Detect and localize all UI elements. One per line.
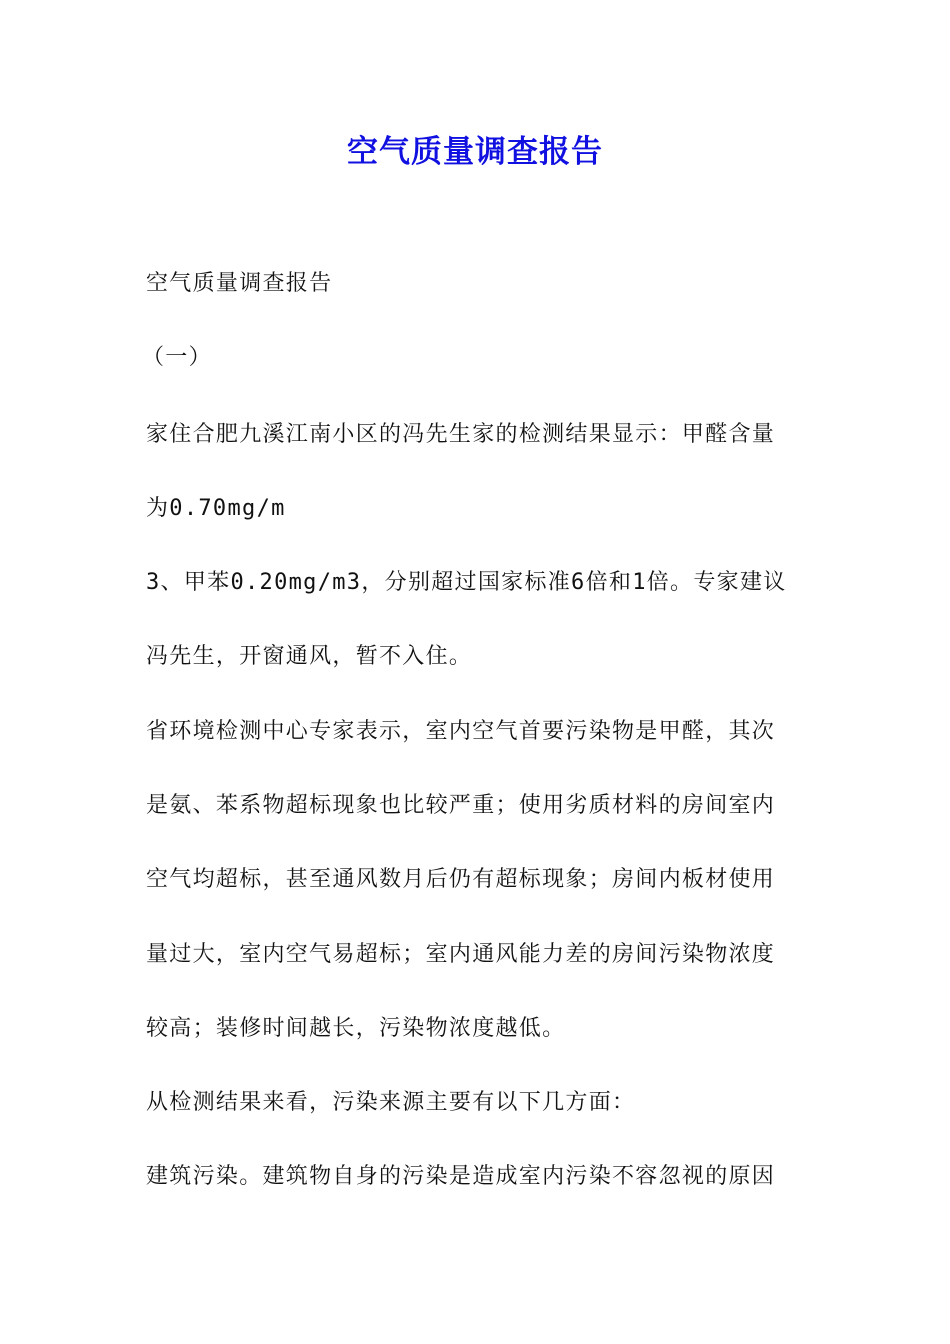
paragraph-line: 家住合肥九溪江南小区的冯先生家的检测结果显示：甲醛含量 xyxy=(146,422,776,447)
paragraph-line: 3、甲苯0.20mg/m3，分别超过国家标准6倍和1倍。专家建议 xyxy=(146,570,787,595)
paragraph-line: 量过大，室内空气易超标；室内通风能力差的房间污染物浓度 xyxy=(146,942,776,967)
paragraph-line: 为0.70mg/m xyxy=(146,496,286,521)
paragraph-line: 省环境检测中心专家表示，室内空气首要污染物是甲醛，其次 xyxy=(146,719,776,744)
paragraph-line: 空气均超标，甚至通风数月后仍有超标现象；房间内板材使用 xyxy=(146,867,776,892)
paragraph-line: 从检测结果来看，污染来源主要有以下几方面： xyxy=(146,1090,636,1115)
document-title: 空气质量调查报告 xyxy=(347,134,603,170)
paragraph-line: 建筑污染。建筑物自身的污染是造成室内污染不容忽视的原因 xyxy=(146,1164,776,1189)
section-marker: （一） xyxy=(142,345,212,370)
paragraph-line: 是氨、苯系物超标现象也比较严重；使用劣质材料的房间室内 xyxy=(146,793,776,818)
paragraph-line: 较高；装修时间越长，污染物浓度越低。 xyxy=(146,1016,566,1041)
paragraph-line: 冯先生，开窗通风，暂不入住。 xyxy=(146,644,473,669)
subtitle-line: 空气质量调查报告 xyxy=(146,271,333,296)
